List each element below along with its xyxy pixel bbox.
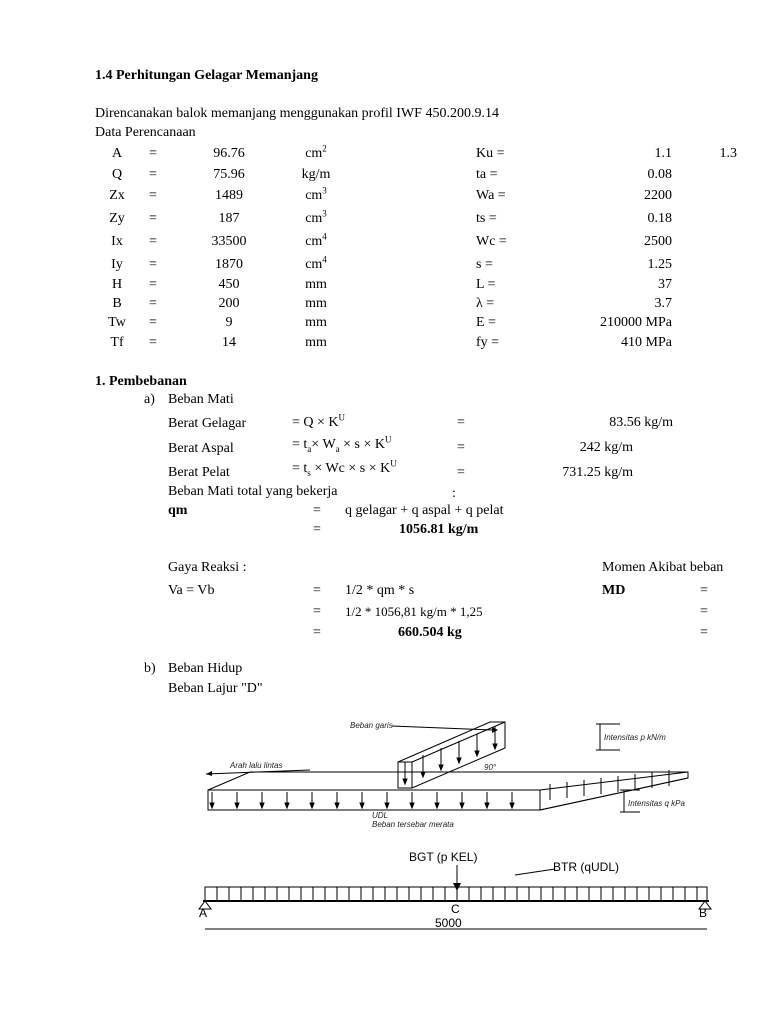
bgt-label: BGT (p KEL)	[409, 850, 478, 864]
property-symbol: B	[112, 296, 122, 311]
udl-label: UDL	[372, 811, 389, 820]
section-heading: 1.4 Perhitungan Gelagar Memanjang	[95, 68, 318, 83]
load-name: Berat Aspal	[168, 441, 234, 456]
line-load-label: Beban garis	[350, 721, 393, 730]
section-title: 1. Pembebanan	[95, 374, 187, 389]
param-symbol: fy =	[476, 335, 500, 350]
param-value: 0.18	[647, 211, 672, 226]
property-unit: kg/m	[301, 167, 331, 182]
item-b-title: Beban Hidup	[168, 661, 243, 676]
param-value: 0.08	[647, 167, 672, 182]
load-result: 242 kg/m	[579, 440, 633, 455]
equals-sign: =	[457, 440, 465, 455]
load-name: Berat Pelat	[168, 465, 230, 480]
equals-sign: =	[149, 167, 157, 182]
equals-sign: =	[313, 522, 321, 537]
item-a-title: Beban Mati	[168, 392, 234, 407]
qm-formula: q gelagar + q aspal + q pelat	[345, 503, 504, 518]
equals-sign: =	[313, 583, 321, 598]
lane-load-diagram	[200, 712, 730, 832]
param-value: 1.25	[647, 257, 672, 272]
param-symbol: E =	[476, 315, 496, 330]
item-a-label: a)	[144, 392, 155, 407]
property-symbol: H	[111, 277, 123, 292]
point-c-label: C	[451, 902, 460, 916]
udl-description: Beban tersebar merata	[372, 820, 454, 829]
property-value: 200	[218, 296, 240, 311]
property-unit: mm	[305, 335, 327, 350]
equals-sign: =	[700, 604, 708, 619]
equals-sign: =	[149, 211, 157, 226]
property-symbol: Zx	[109, 188, 125, 203]
param-symbol: Ku =	[476, 146, 505, 161]
property-value: 14	[222, 335, 236, 350]
span-label: 5000	[435, 916, 462, 930]
va-result: 660.504 kg	[398, 625, 462, 640]
qm-label: qm	[168, 503, 188, 518]
total-text: Beban Mati total yang bekerja	[168, 484, 338, 499]
load-formula: = $Q \times K^U$	[292, 412, 346, 430]
angle-label: 90°	[484, 763, 497, 772]
equals-sign: =	[149, 335, 157, 350]
param-value: 37	[658, 277, 672, 292]
property-value: 9	[225, 315, 233, 330]
property-unit: $cm^4$	[305, 231, 327, 249]
property-symbol: Q	[111, 167, 123, 182]
intro-text: Direncanakan balok memanjang menggunakan profil IWF 450.200.9.14	[95, 106, 499, 121]
total-colon: :	[452, 486, 456, 501]
property-symbol: Ix	[111, 234, 123, 249]
va-substitution: 1/2 * 1056,81 kg/m * 1,25	[345, 604, 483, 619]
equals-sign: =	[700, 583, 708, 598]
property-symbol: Tf	[110, 335, 124, 350]
equals-sign: =	[313, 604, 321, 619]
support-a-label: A	[199, 906, 208, 920]
equals-sign: =	[457, 415, 465, 430]
load-name: Berat Gelagar	[168, 416, 247, 431]
param-symbol: Wa =	[476, 188, 506, 203]
equals-sign: =	[149, 315, 157, 330]
item-b-subtitle: Beban Lajur "D"	[168, 681, 263, 696]
property-symbol: Iy	[111, 257, 123, 272]
item-b-label: b)	[144, 661, 156, 676]
param-symbol: ta =	[476, 167, 498, 182]
param-symbol: ts =	[476, 211, 497, 226]
data-title: Data Perencanaan	[95, 125, 196, 140]
param-symbol: Wc =	[476, 234, 507, 249]
param-symbol: L =	[476, 277, 496, 292]
property-unit: mm	[305, 277, 327, 292]
support-b-label: B	[699, 906, 708, 920]
qm-result: 1056.81 kg/m	[399, 522, 479, 537]
property-unit: mm	[305, 315, 327, 330]
property-symbol: Tw	[108, 315, 126, 330]
property-value: 187	[218, 211, 240, 226]
moment-title: Momen Akibat beban	[602, 560, 724, 575]
va-formula: 1/2 * qm * s	[345, 583, 415, 598]
va-label: Va = Vb	[168, 583, 215, 598]
property-value: 1870	[215, 257, 243, 272]
equals-sign: =	[149, 277, 157, 292]
load-result: 83.56 kg/m	[609, 415, 673, 430]
equals-sign: =	[149, 296, 157, 311]
beam-load-diagram	[195, 845, 725, 935]
traffic-direction-label: Arah lalu lintas	[230, 761, 283, 770]
property-unit: $cm^3$	[305, 185, 327, 203]
property-unit: $cm^3$	[305, 208, 327, 226]
equals-sign: =	[700, 625, 708, 640]
param-value: 3.7	[654, 296, 672, 311]
intensity-p-label: Intensitas p kN/m	[604, 733, 666, 742]
equals-sign: =	[149, 188, 157, 203]
equals-sign: =	[313, 503, 321, 518]
property-unit: mm	[305, 296, 327, 311]
equals-sign: =	[149, 257, 157, 272]
property-symbol: A	[111, 146, 123, 161]
property-value: 450	[218, 277, 240, 292]
param-symbol: λ =	[476, 296, 495, 311]
reaction-title: Gaya Reaksi :	[168, 560, 247, 575]
load-result: 731.25 kg/m	[562, 465, 633, 480]
param-extra-value: 1.3	[719, 146, 737, 161]
md-label: MD	[602, 583, 626, 598]
property-value: 33500	[211, 234, 247, 249]
param-value: 1.1	[654, 146, 672, 161]
param-value: 2500	[644, 234, 672, 249]
param-value: 410 MPa	[621, 335, 672, 350]
equals-sign: =	[149, 234, 157, 249]
property-unit: $cm^2$	[305, 143, 327, 161]
property-symbol: Zy	[109, 211, 125, 226]
equals-sign: =	[457, 465, 465, 480]
btr-label: BTR (qUDL)	[553, 860, 620, 874]
param-symbol: s =	[476, 257, 493, 272]
property-value: 1489	[215, 188, 243, 203]
param-value: 2200	[644, 188, 672, 203]
intensity-q-label: Intensitas q kPa	[628, 799, 685, 808]
equals-sign: =	[313, 625, 321, 640]
load-formula: = $t_a\times W_a \times s \times K^U$	[292, 434, 392, 454]
load-formula: = $t_s \times Wc \times s \times K^U$	[292, 458, 397, 478]
equals-sign: =	[149, 146, 157, 161]
property-unit: $cm^4$	[305, 254, 327, 272]
param-value: 210000 MPa	[600, 315, 672, 330]
property-value: 96.76	[213, 146, 245, 161]
property-value: 75.96	[213, 167, 245, 182]
